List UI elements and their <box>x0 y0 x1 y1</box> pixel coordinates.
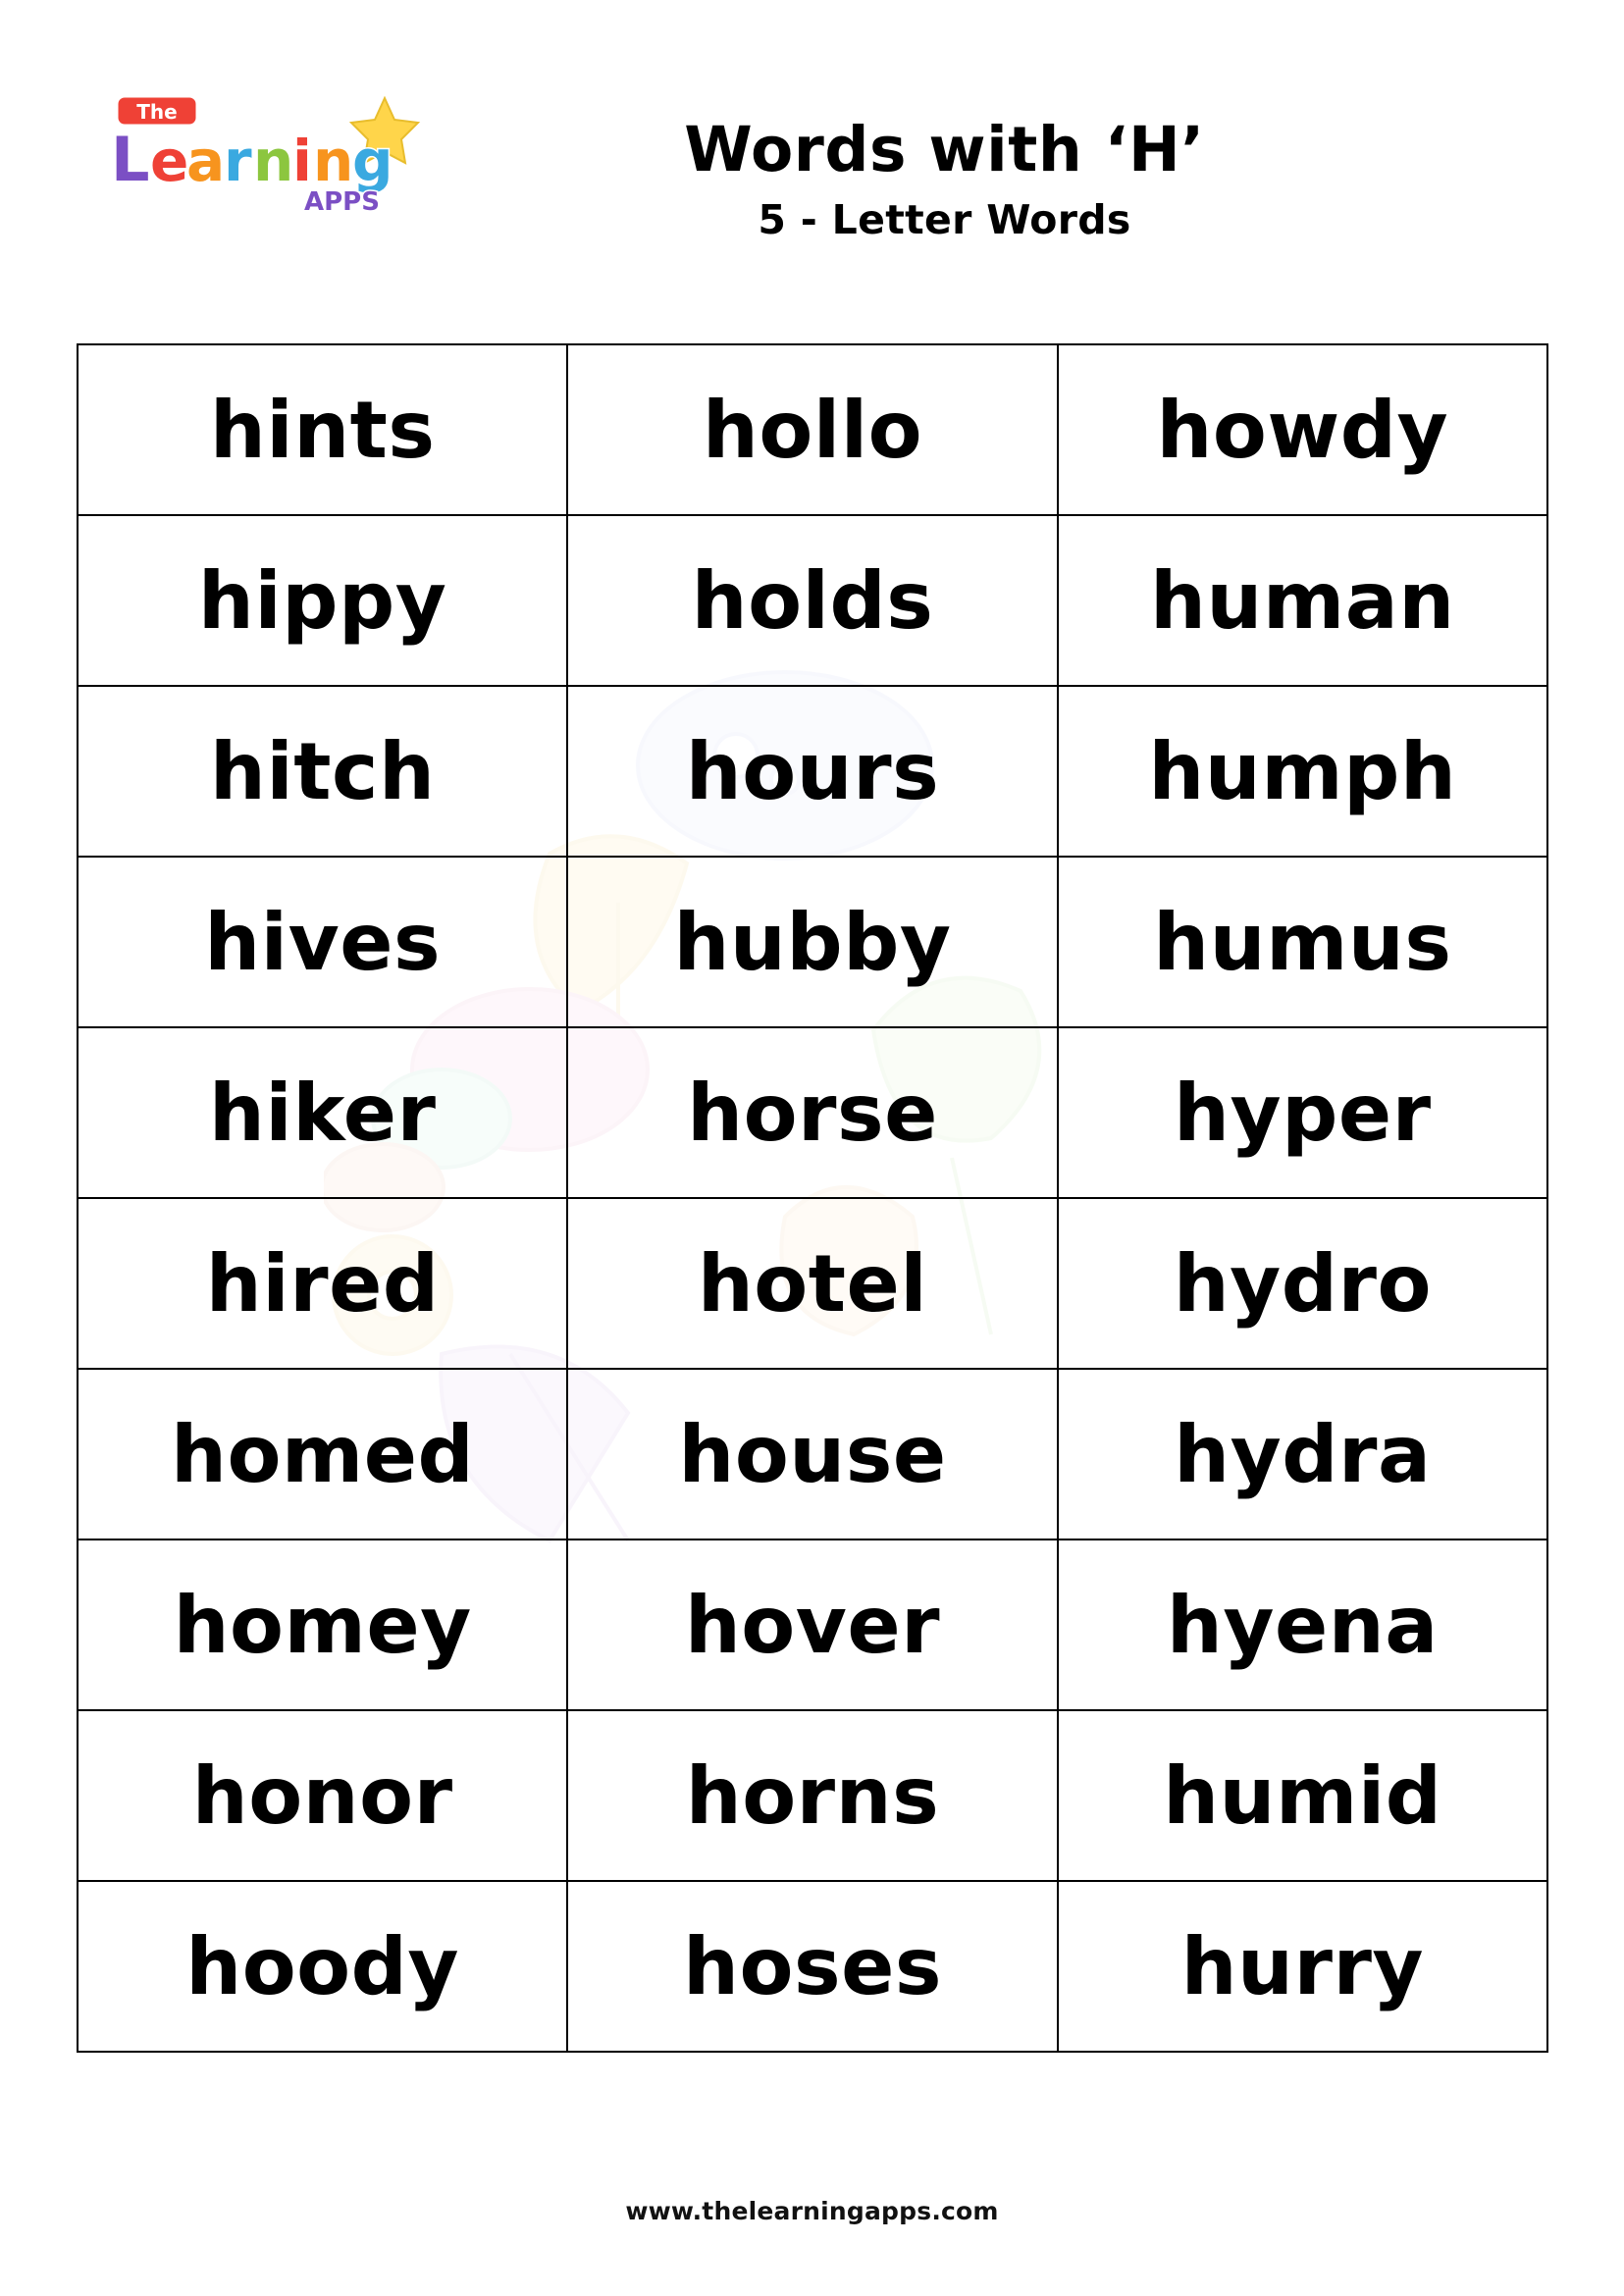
svg-text:APPS: APPS <box>304 187 380 217</box>
word-cell: honor <box>78 1710 567 1881</box>
svg-text:r: r <box>224 128 252 194</box>
word-cell: hydro <box>1058 1198 1547 1369</box>
table-row <box>78 1198 1547 1369</box>
word-cell: hyper <box>1058 1027 1547 1198</box>
word-cell: hydra <box>1058 1369 1547 1539</box>
word-cell: hoses <box>567 1881 1057 2052</box>
svg-text:The: The <box>136 100 178 124</box>
word-cell: hired <box>78 1198 567 1369</box>
word-cell: hotel <box>567 1198 1057 1369</box>
table-row <box>78 1710 1547 1881</box>
svg-text:n: n <box>253 128 294 194</box>
word-cell: horse <box>567 1027 1057 1198</box>
svg-text:e: e <box>150 128 189 194</box>
word-cell: hives <box>78 857 567 1027</box>
table-row <box>78 344 1547 515</box>
svg-text:i: i <box>292 128 312 194</box>
word-cell: hitch <box>78 686 567 857</box>
word-cell: house <box>567 1369 1057 1539</box>
table-row <box>78 857 1547 1027</box>
word-cell: hover <box>567 1539 1057 1710</box>
word-cell: hiker <box>78 1027 567 1198</box>
word-cell: hoody <box>78 1881 567 2052</box>
page-subtitle: 5 - Letter Words <box>758 196 1131 244</box>
word-cell: horns <box>567 1710 1057 1881</box>
word-cell: hollo <box>567 344 1057 515</box>
page-title: Words with ‘H’ <box>684 114 1205 185</box>
word-cell: hubby <box>567 857 1057 1027</box>
table-row <box>78 1539 1547 1710</box>
header-titles <box>0 114 1624 244</box>
svg-text:a: a <box>186 128 226 194</box>
word-cell: hours <box>567 686 1057 857</box>
table-row <box>78 515 1547 686</box>
table-row <box>78 1881 1547 2052</box>
word-cell: humus <box>1058 857 1547 1027</box>
word-cell: hyena <box>1058 1539 1547 1710</box>
svg-text:L: L <box>111 124 150 195</box>
svg-text:n: n <box>313 128 354 194</box>
word-cell: homey <box>78 1539 567 1710</box>
table-row <box>78 686 1547 857</box>
svg-text:g: g <box>352 128 393 194</box>
word-cell: humid <box>1058 1710 1547 1881</box>
word-table-wrapper <box>77 343 1548 2053</box>
footer-website: www.thelearningapps.com <box>625 2197 999 2225</box>
word-cell: howdy <box>1058 344 1547 515</box>
word-table <box>77 343 1548 2053</box>
word-cell: hippy <box>78 515 567 686</box>
word-cell: hints <box>78 344 567 515</box>
table-row <box>78 1027 1547 1198</box>
word-cell: hurry <box>1058 1881 1547 2052</box>
word-cell: human <box>1058 515 1547 686</box>
footer <box>0 2197 1624 2225</box>
word-cell: humph <box>1058 686 1547 857</box>
table-row <box>78 1369 1547 1539</box>
word-cell: homed <box>78 1369 567 1539</box>
word-cell: holds <box>567 515 1057 686</box>
